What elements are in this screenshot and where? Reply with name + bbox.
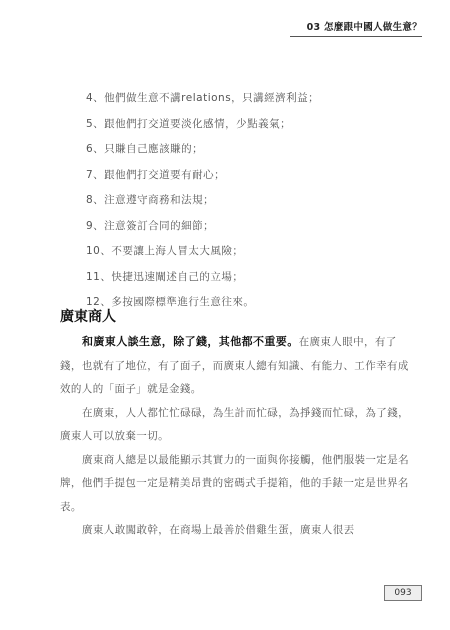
list-item: 4、他們做生意不講relations，只講經濟利益； (86, 92, 320, 104)
list-item: 5、跟他們打交道要淡化感情，少點義氣； (86, 117, 292, 130)
list-item: 6、只賺自己應該賺的； (86, 143, 204, 155)
list-item: 11、快捷迅速闡述自己的立場； (86, 270, 244, 283)
paragraph (60, 330, 416, 402)
list-item: 7、跟他們打交道要有耐心； (86, 168, 226, 181)
page-number: 093 (384, 585, 422, 601)
running-header (290, 20, 422, 37)
section-heading: 廣東商人 (60, 309, 116, 325)
paragraph: 廣東商人總是以最能顯示其實力的一面與你接觸，他們服裝一定是名牌，他們手提包一定是精美昂貴的密碼式手提箱，他的手錶一定是世界名表。 (60, 453, 409, 513)
list-item: 9、注意簽訂合同的細節； (86, 219, 215, 232)
list-item: 12、多按國際標準進行生意往來。 (86, 296, 255, 308)
paragraph: 在廣東，人人都忙忙碌碌，為生計而忙碌，為掙錢而忙碌，為了錢，廣東人可以放棄一切。 (60, 406, 409, 442)
section-body (60, 330, 416, 543)
list-item: 10、不要讓上海人冒太大風險； (86, 245, 244, 257)
list-item: 8、注意遵守商務和法規； (86, 194, 215, 206)
paragraph: 廣東人敢闖敢幹，在商場上最善於借雞生蛋，廣東人很丟 (82, 524, 355, 536)
tips-list (86, 86, 406, 316)
lead-sentence: 和廣東人談生意，除了錢，其他都不重要。 (82, 335, 299, 348)
running-title: 03 怎麼跟中國人做生意？ (306, 22, 422, 33)
lead-continuation: 在廣東人眼中，有了錢，也就有了地位，有了面子，而廣東人總有知識、有能力、工作幸有成效的人的「面子」就是金錢。 (60, 336, 409, 395)
